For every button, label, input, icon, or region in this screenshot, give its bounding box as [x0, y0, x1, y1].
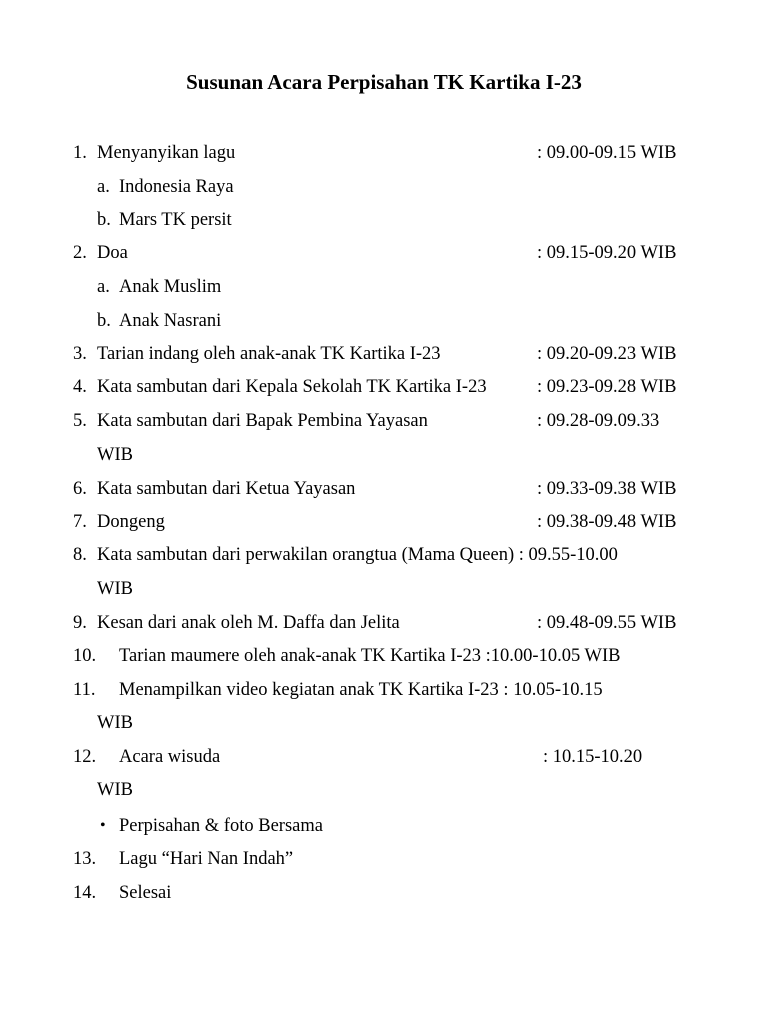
item-number: 4.: [73, 377, 87, 397]
item-text: Lagu “Hari Nan Indah”: [119, 849, 294, 869]
sub-item-2a: [0, 273, 768, 301]
item-time: : 09.20-09.23 WIB: [537, 344, 677, 364]
agenda-item-5: [0, 407, 768, 435]
sub-item-letter: a.: [97, 277, 110, 297]
item-number: 8.: [73, 545, 87, 565]
item-text: Dongeng: [97, 512, 165, 532]
sub-item-1a: [0, 173, 768, 201]
agenda-item-4: [0, 373, 768, 401]
item-number: 3.: [73, 344, 87, 364]
sub-item-1b: [0, 206, 768, 234]
continuation-text: WIB: [97, 780, 133, 800]
bullet-item: [0, 812, 768, 840]
item-number: 5.: [73, 411, 87, 431]
item-text: Kata sambutan dari perwakilan orangtua (Mama Queen) : 09.55-10.00: [97, 545, 618, 565]
sub-item-2b: [0, 307, 768, 335]
agenda-item-1: [0, 139, 768, 167]
item-text: Selesai: [119, 883, 172, 903]
item-time: : 09.00-09.15 WIB: [537, 143, 677, 163]
continuation-text: WIB: [97, 445, 133, 465]
item-time: : 09.33-09.38 WIB: [537, 479, 677, 499]
agenda-item-11: [0, 676, 768, 704]
item-text: Kesan dari anak oleh M. Daffa dan Jelita: [97, 613, 400, 633]
item-text: Menampilkan video kegiatan anak TK Kartika I-23 : 10.05-10.15: [119, 680, 603, 700]
item-text: Tarian maumere oleh anak-anak TK Kartika I-23 :10.00-10.05 WIB: [119, 646, 621, 666]
document-title: Susunan Acara Perpisahan TK Kartika I-23: [186, 70, 582, 94]
item-text: Menyanyikan lagu: [97, 143, 236, 163]
sub-item-text: Anak Muslim: [119, 277, 222, 297]
item-time: : 09.23-09.28 WIB: [537, 377, 677, 397]
agenda-item-6: [0, 475, 768, 503]
item-text: Kata sambutan dari Ketua Yayasan: [97, 479, 356, 499]
item-continuation: [0, 776, 768, 804]
continuation-text: WIB: [97, 713, 133, 733]
sub-item-text: Anak Nasrani: [119, 311, 222, 331]
agenda-item-2: [0, 239, 768, 267]
item-text: Kata sambutan dari Kepala Sekolah TK Kartika I-23: [97, 377, 487, 397]
item-number: 12.: [73, 747, 97, 767]
agenda-item-9: [0, 609, 768, 637]
item-number: 13.: [73, 849, 97, 869]
agenda-item-10: [0, 642, 768, 670]
agenda-item-13: [0, 845, 768, 873]
item-number: 10.: [73, 646, 97, 666]
sub-item-letter: a.: [97, 177, 110, 197]
item-number: 9.: [73, 613, 87, 633]
bullet-icon: •: [100, 817, 106, 834]
item-continuation: [0, 709, 768, 737]
item-number: 6.: [73, 479, 87, 499]
item-time: : 09.15-09.20 WIB: [537, 243, 677, 263]
item-time: : 10.15-10.20: [543, 747, 643, 767]
item-number: 1.: [73, 143, 87, 163]
item-text: Kata sambutan dari Bapak Pembina Yayasan: [97, 411, 428, 431]
continuation-text: WIB: [97, 579, 133, 599]
item-text: Tarian indang oleh anak-anak TK Kartika I-23: [97, 344, 441, 364]
agenda-item-7: [0, 508, 768, 536]
item-time: : 09.48-09.55 WIB: [537, 613, 677, 633]
item-time: : 09.28-09.09.33: [537, 411, 660, 431]
agenda-item-3: [0, 340, 768, 368]
item-text: Acara wisuda: [119, 747, 221, 767]
item-time: : 09.38-09.48 WIB: [537, 512, 677, 532]
item-continuation: [0, 575, 768, 603]
agenda-item-14: [0, 879, 768, 907]
agenda-item-8: [0, 541, 768, 569]
item-text: Doa: [97, 243, 128, 263]
sub-item-text: Indonesia Raya: [119, 177, 234, 197]
item-continuation: [0, 441, 768, 469]
item-number: 11.: [73, 680, 96, 700]
item-number: 2.: [73, 243, 87, 263]
agenda-item-12: [0, 743, 768, 771]
bullet-item-text: Perpisahan & foto Bersama: [119, 816, 323, 836]
item-number: 7.: [73, 512, 87, 532]
item-number: 14.: [73, 883, 97, 903]
sub-item-text: Mars TK persit: [119, 210, 232, 230]
sub-item-letter: b.: [97, 210, 111, 230]
sub-item-letter: b.: [97, 311, 111, 331]
